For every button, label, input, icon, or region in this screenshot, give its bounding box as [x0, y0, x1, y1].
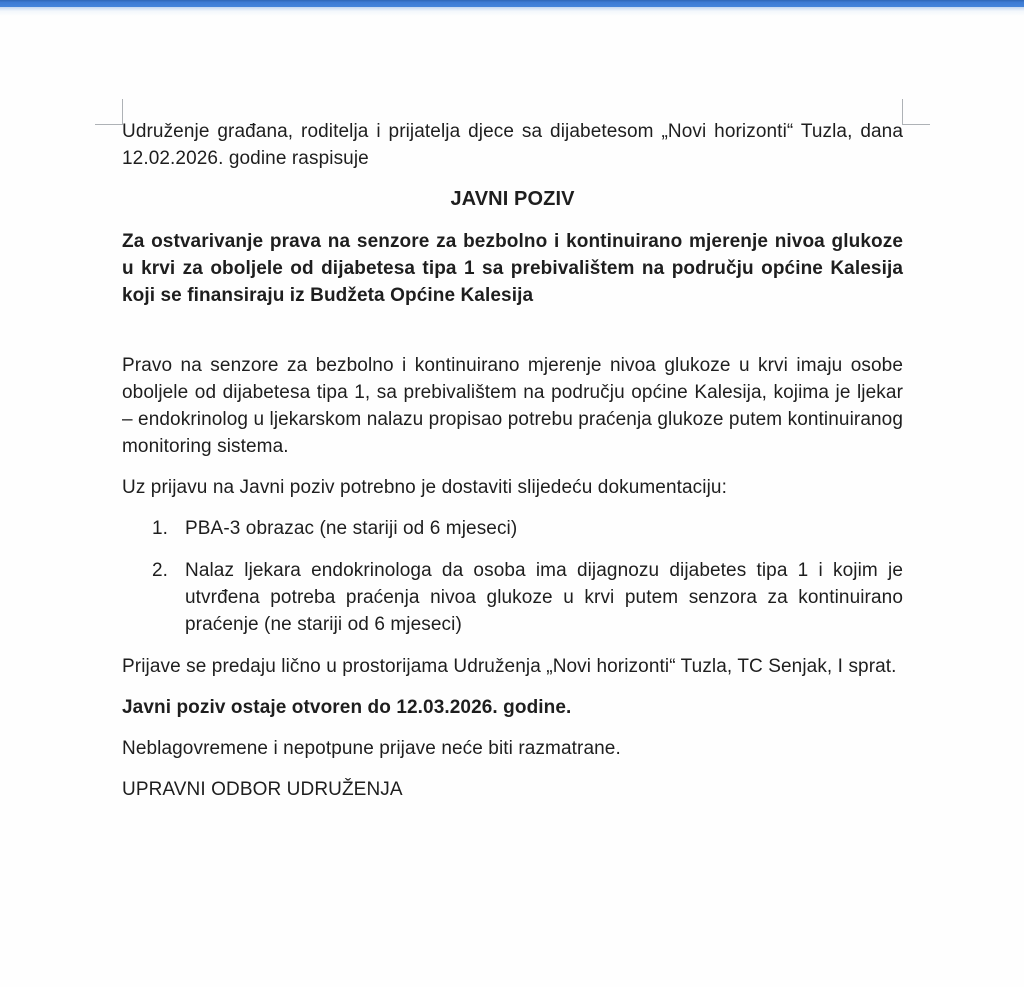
submission-paragraph: Prijave se predaju lično u prostorijama Udruženja „Novi horizonti“ Tuzla, TC Senjak, I sprat. — [122, 656, 897, 677]
list-item-text: Nalaz ljekara endokrinologa da osoba ima dijagnozu dijabetes tipa 1 i kojim je utvrđena potreba praćenja nivoa glukoze u krvi putem senzora za kontinuirano praćenje (ne stariji od 6 mjeseci) — [185, 560, 903, 635]
late-submissions-note: Neblagovremene i nepotpune prijave neće biti razmatrane. — [122, 738, 621, 759]
crop-mark-top-left — [95, 99, 123, 125]
list-item — [122, 515, 903, 542]
list-item-text: PBA-3 obrazac (ne stariji od 6 mjeseci) — [185, 518, 518, 539]
eligibility-paragraph: Pravo na senzore za bezbolno i kontinuirano mjerenje nivoa glukoze u krvi imaju osobe oboljele od dijabetesa tipa 1, sa prebivalištem na području općine Kalesija, kojima je ljekar – endokrinolog u ljekarskom nalazu propisao potrebu praćenja glukoze putem kontinuiranog monitoring sistema. — [122, 355, 903, 457]
top-accent-bar-fade — [0, 7, 1024, 16]
intro-paragraph: Udruženje građana, roditelja i prijatelja djece sa dijabetesom „Novi horizonti“ Tuzla, dana 12.02.2026. godine raspisuje — [122, 121, 903, 169]
list-item — [122, 557, 903, 638]
document-page — [122, 118, 903, 817]
document-subtitle: Za ostvarivanje prava na senzore za bezbolno i kontinuirano mjerenje nivoa glukoze u krvi za oboljele od dijabetesa tipa 1 sa prebivalištem na području općine Kalesija koji se finansiraju iz Budžeta Općine Kalesija — [122, 231, 903, 306]
documentation-list — [122, 515, 903, 638]
list-item-number: 1. — [152, 518, 169, 539]
signature-line: UPRAVNI ODBOR UDRUŽENJA — [122, 779, 403, 800]
documentation-intro: Uz prijavu na Javni poziv potrebno je dostaviti slijedeću dokumentaciju: — [122, 477, 727, 498]
deadline-paragraph: Javni poziv ostaje otvoren do 12.03.2026. godine. — [122, 697, 572, 718]
top-accent-bar — [0, 0, 1024, 7]
document-title: JAVNI POZIV — [450, 188, 575, 210]
list-item-number: 2. — [152, 560, 169, 581]
crop-mark-top-right — [902, 99, 930, 125]
